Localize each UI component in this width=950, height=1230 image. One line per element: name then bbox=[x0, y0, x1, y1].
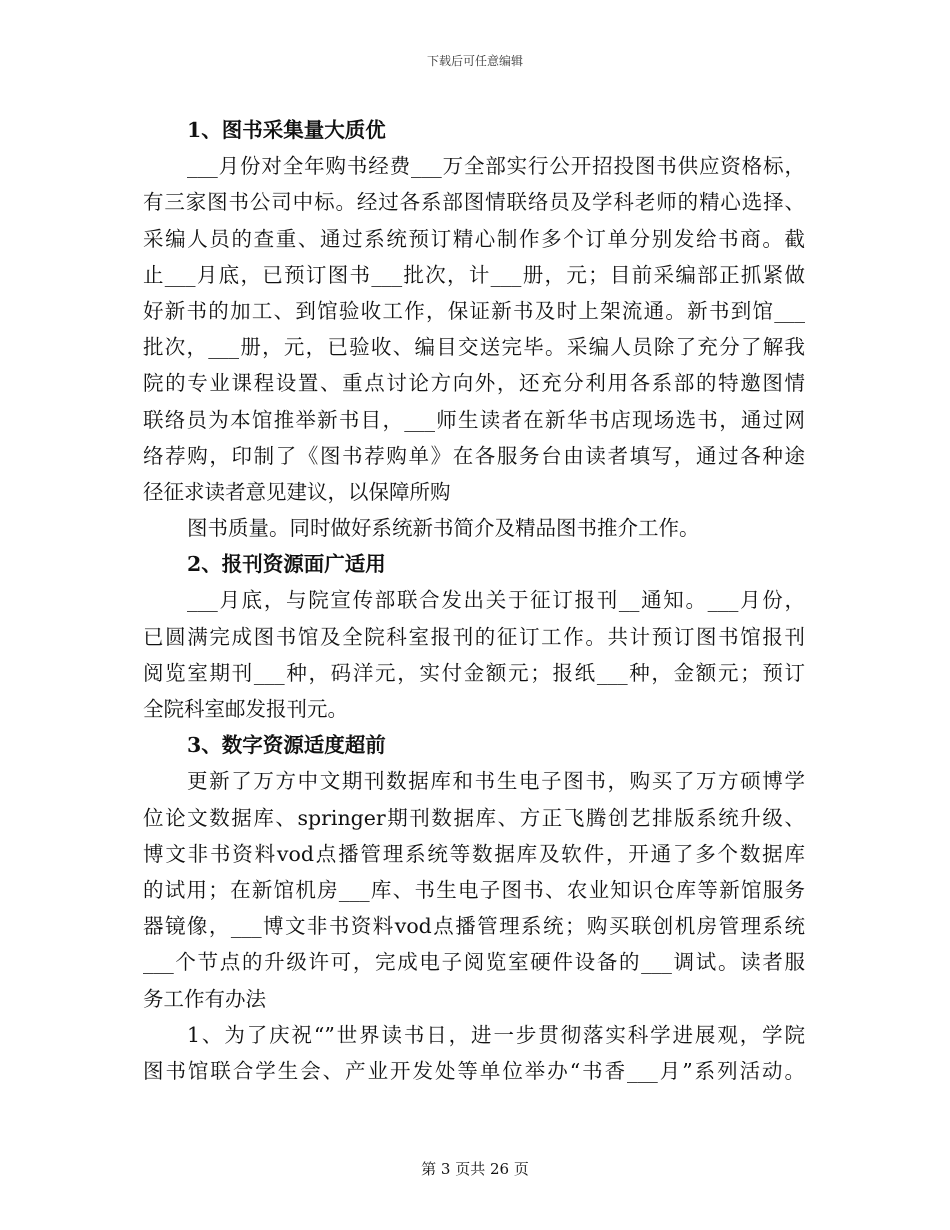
paragraph-line: 径征求读者意见建议，以保障所购 bbox=[143, 479, 451, 504]
paragraph-line: 联络员为本馆推举新书目，___师生读者在新华书店现场选书，通过网 bbox=[143, 407, 805, 432]
paragraph-line: 络荐购，印制了《图书荐购单》在各服务台由读者填写，通过各种途 bbox=[143, 443, 805, 468]
paragraph-line: 1、为了庆祝“”世界读书日，进一步贯彻落实科学进展观，学院 bbox=[187, 1022, 805, 1047]
paragraph-line: 批次，___册，元，已验收、编目交送完毕。采编人员除了充分了解我 bbox=[143, 335, 805, 360]
paragraph-line: ___月底，与院宣传部联合发出关于征订报刊__通知。___月份， bbox=[187, 588, 805, 613]
paragraph-line: 止___月底，已预订图书___批次，计___册，元；目前采编部正抓紧做 bbox=[143, 262, 805, 287]
paragraph-line: 器镜像，___博文非书资料vod点播管理系统；购买联创机房管理系统 bbox=[143, 914, 805, 939]
page-header-note: 下载后可任意编辑 bbox=[426, 54, 523, 68]
paragraph-line: 院的专业课程设置、重点讨论方向外，还充分利用各系部的特邀图情 bbox=[143, 371, 805, 396]
paragraph-line: 已圆满完成图书馆及全院科室报刊的征订工作。共计预订图书馆报刊 bbox=[143, 624, 805, 649]
paragraph-line: 好新书的加工、到馆验收工作，保证新书及时上架流通。新书到馆___ bbox=[143, 298, 805, 323]
section-heading: 1、图书采集量大质优 bbox=[187, 118, 386, 142]
paragraph-line: 位论文数据库、springer期刊数据库、方正飞腾创艺排版系统升级、 bbox=[143, 805, 805, 830]
paragraph-line: 更新了万方中文期刊数据库和书生电子图书，购买了万方硕博学 bbox=[187, 769, 805, 794]
paragraph-line: 有三家图书公司中标。经过各系部图情联络员及学科老师的精心选择、 bbox=[143, 190, 805, 215]
paragraph-line: 全院科室邮发报刊元。 bbox=[143, 697, 348, 721]
paragraph-line: ___个节点的升级许可，完成电子阅览室硬件设备的___调试。读者服 bbox=[143, 950, 805, 975]
section-heading: 3、数字资源适度超前 bbox=[187, 733, 386, 758]
paragraph-line: 博文非书资料vod点播管理系统等数据库及软件，开通了多个数据库 bbox=[143, 841, 805, 866]
paragraph-line: 的试用；在新馆机房___库、书生电子图书、农业知识仓库等新馆服务 bbox=[143, 877, 805, 902]
paragraph-line: ___月份对全年购书经费___万全部实行公开招投图书供应资格标， bbox=[187, 154, 805, 179]
paragraph-line: 务工作有办法 bbox=[143, 986, 266, 1011]
section-heading: 2、报刊资源面广适用 bbox=[187, 552, 386, 577]
paragraph-line: 采编人员的查重、通过系统预订精心制作多个订单分别发给书商。截 bbox=[143, 226, 805, 251]
paragraph-line: 图书馆联合学生会、产业开发处等单位举办“书香___月”系列活动。 bbox=[143, 1058, 805, 1083]
document-body bbox=[143, 112, 805, 1089]
paragraph-line: 图书质量。同时做好系统新书简介及精品图书推介工作。 bbox=[187, 516, 700, 541]
paragraph-line: 阅览室期刊___种，码洋元，实付金额元；报纸___种，金额元；预订 bbox=[143, 660, 805, 685]
page-number-footer: 第 3 页共 26 页 bbox=[421, 1160, 529, 1178]
